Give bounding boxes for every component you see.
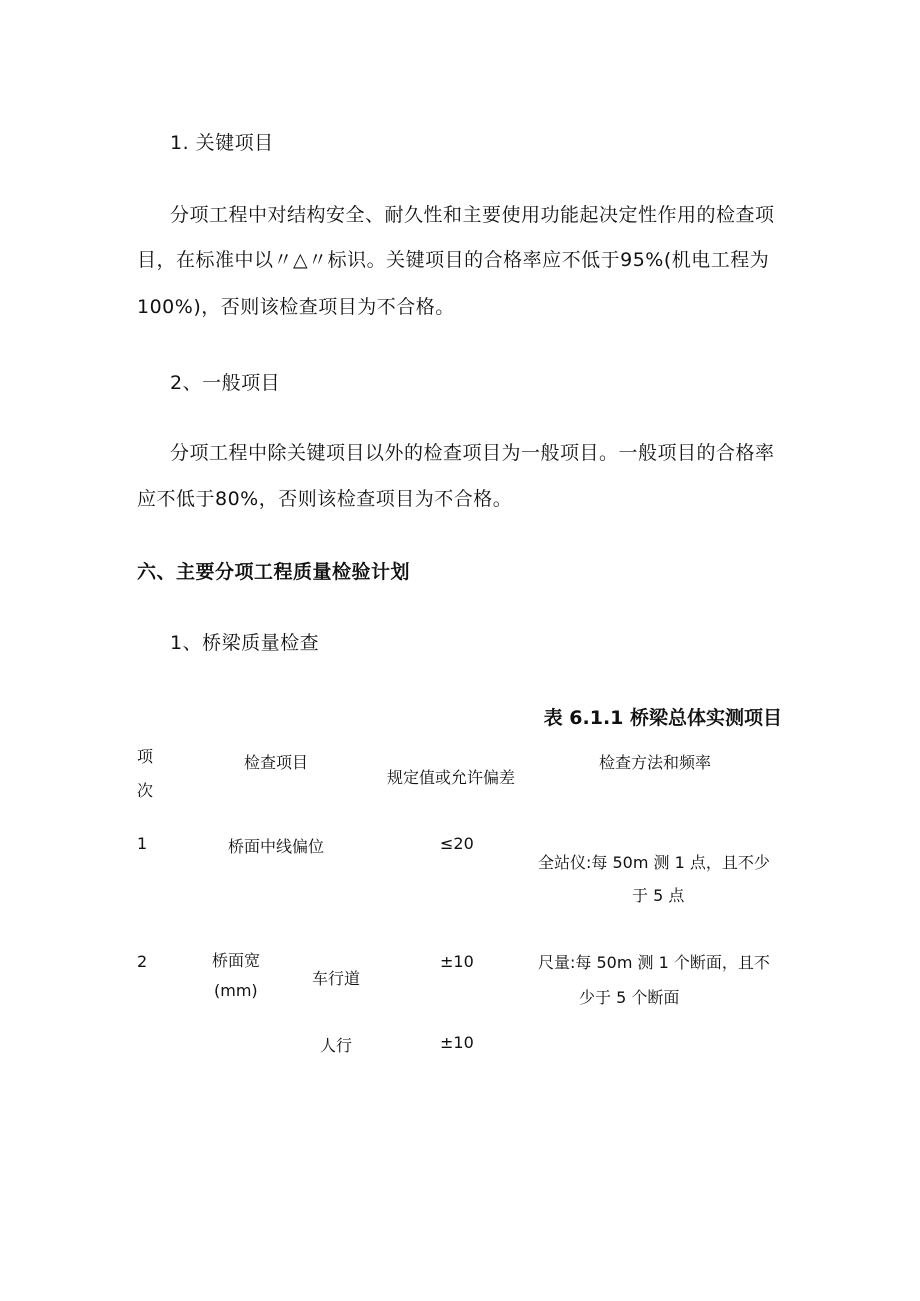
- header-item: 检查项目: [244, 753, 309, 772]
- row-value: ±10: [440, 952, 474, 971]
- paragraph-line: 应不低于80%，否则该检查项目为不合格。: [137, 488, 513, 510]
- row-method-line1: 尺量:每 50m 测 1 个断面，且不: [538, 953, 770, 972]
- section-heading-quality-plan: 六、主要分项工程质量检验计划: [137, 561, 411, 583]
- paragraph-line: 分项工程中对结构安全、耐久性和主要使用功能起决定性作用的检查项: [170, 204, 775, 226]
- row-item-line2: (mm): [214, 981, 258, 1000]
- section-heading-key-items: 1. 关键项目: [170, 132, 274, 154]
- header-no-line1: 项: [137, 747, 154, 766]
- row-subitem: 车行道: [312, 969, 361, 988]
- paragraph-line: 100%)，否则该检查项目为不合格。: [137, 296, 455, 318]
- header-value: 规定值或允许偏差: [387, 768, 516, 787]
- row-method-line2: 于 5 点: [632, 886, 685, 905]
- paragraph-line: 分项工程中除关键项目以外的检查项目为一般项目。一般项目的合格率: [170, 442, 775, 464]
- table-caption: 表 6.1.1 桥梁总体实测项目: [543, 707, 782, 729]
- row-item-line1: 桥面宽: [212, 951, 261, 970]
- row-no: 1: [137, 834, 148, 853]
- row-value: ±10: [440, 1033, 474, 1052]
- row-method-line2: 少于 5 个断面: [579, 988, 680, 1007]
- row-no: 2: [137, 952, 148, 971]
- row-item: 桥面中线偏位: [228, 837, 325, 856]
- paragraph-line: 目，在标准中以〃△〃标识。关键项目的合格率应不低于95%(机电工程为: [137, 249, 770, 271]
- header-method: 检查方法和频率: [599, 753, 712, 772]
- row-method-line1: 全站仪:每 50m 测 1 点，且不少: [538, 853, 770, 872]
- subsection-heading-bridge-check: 1、桥梁质量检查: [170, 632, 320, 654]
- row-subitem: 人行: [320, 1036, 353, 1055]
- row-value: ≤20: [440, 834, 474, 853]
- section-heading-general-items: 2、一般项目: [170, 372, 281, 394]
- header-no-line2: 次: [137, 781, 154, 800]
